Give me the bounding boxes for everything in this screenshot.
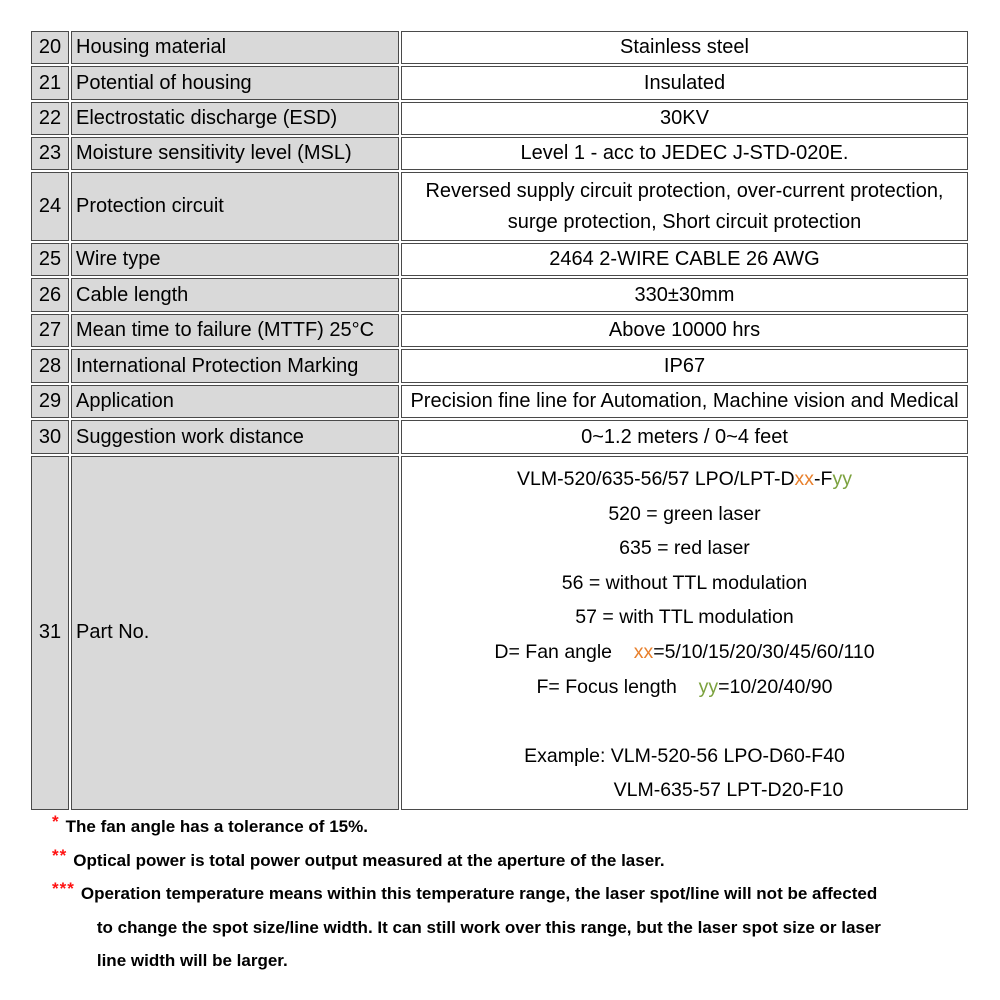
table-row <box>31 102 968 135</box>
row-value-cell: Level 1 - acc to JEDEC J-STD-020E. <box>401 137 968 170</box>
footnote-text <box>81 877 977 978</box>
spec-table <box>29 29 970 812</box>
part-no-line <box>447 773 968 808</box>
row-label-cell: Protection circuit <box>71 172 399 241</box>
part-no-text: -F <box>814 468 833 490</box>
row-value-cell: 330±30mm <box>401 278 968 312</box>
table-row <box>31 278 968 312</box>
part-no-line <box>403 600 966 635</box>
asterisk-marker: ** <box>52 845 68 865</box>
table-row <box>31 385 968 418</box>
row-number-cell: 22 <box>31 102 69 135</box>
row-value-text: Reversed supply circuit protection, over-current protection, surge protection, Short circuit protection <box>425 179 944 233</box>
row-value-cell: Stainless steel <box>401 31 968 64</box>
fan-angle-placeholder: xx <box>633 640 654 663</box>
part-no-text: F= Focus length <box>536 675 699 698</box>
row-label-cell: Housing material <box>71 31 399 64</box>
row-number-cell: 28 <box>31 349 69 383</box>
row-number-cell: 27 <box>31 314 69 347</box>
asterisk-marker: * <box>52 812 60 831</box>
part-no-blank-line <box>403 704 966 739</box>
part-no-cell <box>401 456 968 810</box>
footnote-line: line width will be larger. <box>96 951 288 970</box>
row-label-cell: Moisture sensitivity level (MSL) <box>71 137 399 170</box>
row-label-cell: Application <box>71 385 399 418</box>
row-value-cell: 30KV <box>401 102 968 135</box>
footnote-line: Optical power is total power output measured at the aperture of the laser. <box>73 850 665 870</box>
row-number-cell: 21 <box>31 66 69 100</box>
table-row <box>31 420 968 454</box>
table-row <box>31 243 968 276</box>
asterisk-marker: *** <box>52 879 75 898</box>
part-no-line <box>403 739 966 774</box>
part-no-text: D= Fan angle <box>494 640 634 663</box>
row-label-cell: Electrostatic discharge (ESD) <box>71 102 399 135</box>
footnote <box>52 844 977 878</box>
row-number-cell: 30 <box>31 420 69 454</box>
part-no-line <box>403 462 966 497</box>
part-no-block <box>403 458 966 808</box>
table-row <box>31 349 968 383</box>
row-value-cell <box>401 172 968 241</box>
row-value-cell: Precision fine line for Automation, Machine vision and Medical <box>401 385 968 418</box>
part-no-text: 57 = with TTL modulation <box>575 606 794 629</box>
footnote-text <box>66 810 977 844</box>
focus-length-placeholder: yy <box>832 468 852 490</box>
row-number-cell: 20 <box>31 31 69 64</box>
row-number-cell: 29 <box>31 385 69 418</box>
row-label-cell: Suggestion work distance <box>71 420 399 454</box>
table-row <box>31 172 968 241</box>
row-number-cell: 31 <box>31 456 69 810</box>
table-row <box>31 456 968 810</box>
row-number-cell: 25 <box>31 243 69 276</box>
row-label-cell: Mean time to failure (MTTF) 25°C <box>71 314 399 347</box>
part-no-text: Example: VLM-520-56 LPO-D60-F40 <box>524 744 845 767</box>
row-number-cell: 26 <box>31 278 69 312</box>
row-number-cell: 24 <box>31 172 69 241</box>
part-no-text: 56 = without TTL modulation <box>561 571 808 594</box>
footnotes <box>52 810 977 978</box>
footnote-line: The fan angle has a tolerance of 15%. <box>65 817 368 836</box>
part-no-line <box>403 635 966 670</box>
footnote-text <box>73 844 977 878</box>
row-value-cell: 0~1.2 meters / 0~4 feet <box>401 420 968 454</box>
part-no-text: VLM-520/635-56/57 LPO/LPT-D <box>517 468 795 490</box>
row-label-cell: Part No. <box>71 456 399 810</box>
part-no-line <box>403 670 966 705</box>
row-label-cell: Cable length <box>71 278 399 312</box>
part-no-text: =5/10/15/20/30/45/60/110 <box>653 640 875 663</box>
footnote <box>52 810 977 844</box>
row-value-cell: 2464 2-WIRE CABLE 26 AWG <box>401 243 968 276</box>
row-number-cell: 23 <box>31 137 69 170</box>
row-label-cell: International Protection Marking <box>71 349 399 383</box>
row-value-cell: IP67 <box>401 349 968 383</box>
part-no-line <box>403 566 966 601</box>
part-no-text: VLM-635-57 LPT-D20-F10 <box>613 779 844 802</box>
part-no-line <box>403 497 966 532</box>
focus-length-placeholder: yy <box>698 675 719 698</box>
part-no-line <box>403 531 966 566</box>
row-value-cell: Insulated <box>401 66 968 100</box>
footnote <box>52 877 977 978</box>
row-label-cell: Wire type <box>71 243 399 276</box>
table-row <box>31 66 968 100</box>
footnote-line: Operation temperature means within this temperature range, the laser spot/line will not be affected <box>80 884 878 903</box>
row-label-cell: Potential of housing <box>71 66 399 100</box>
table-row <box>31 314 968 347</box>
part-no-text: =10/20/40/90 <box>718 675 833 698</box>
part-no-text: 520 = green laser <box>608 502 761 525</box>
row-value-cell: Above 10000 hrs <box>401 314 968 347</box>
part-no-text: 635 = red laser <box>619 537 750 560</box>
fan-angle-placeholder: xx <box>794 468 815 490</box>
footnote-line: to change the spot size/line width. It can still work over this range, but the laser spot size or laser <box>96 917 881 937</box>
table-row <box>31 137 968 170</box>
table-row <box>31 31 968 64</box>
